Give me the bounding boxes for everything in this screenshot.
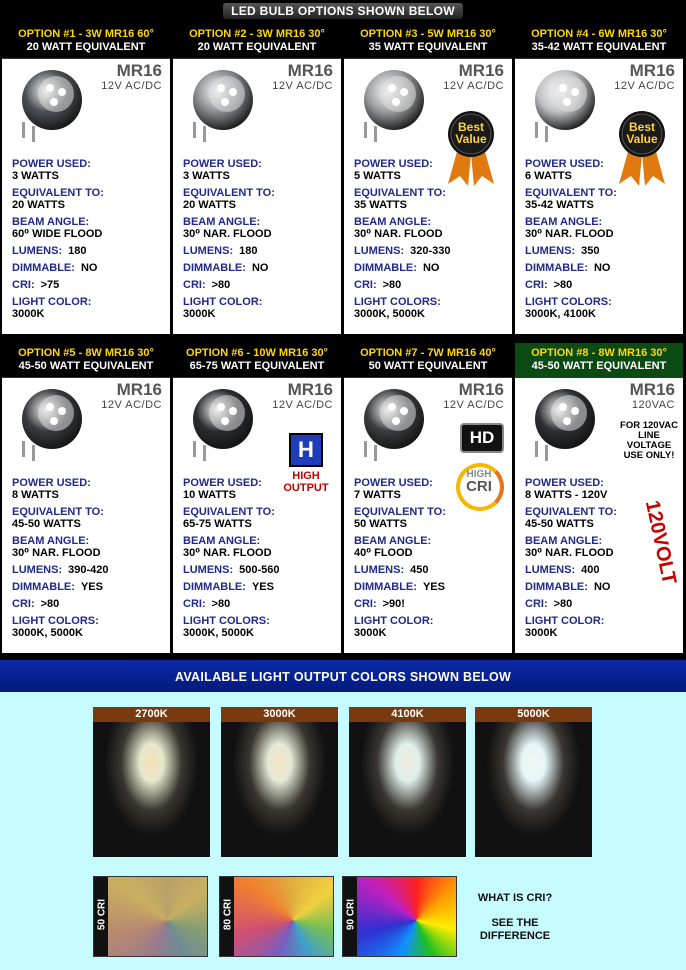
cri-label: CRI: bbox=[525, 279, 548, 291]
option-header bbox=[2, 24, 170, 59]
dimmable-value: YES bbox=[80, 581, 103, 593]
power-label: POWER USED: bbox=[12, 158, 91, 170]
cri-value: >80 bbox=[40, 598, 60, 610]
bulb-type bbox=[443, 62, 504, 92]
bulb-type bbox=[614, 62, 675, 92]
option-header bbox=[2, 343, 170, 378]
cri-explainer[interactable] bbox=[470, 892, 560, 943]
equivalent-value: 20 WATTS bbox=[183, 199, 236, 211]
beam-label: BEAM ANGLE: bbox=[183, 535, 261, 547]
cri-label: CRI: bbox=[525, 598, 548, 610]
cri-sample-label: 50 CRI bbox=[96, 898, 108, 931]
option-title: OPTION #6 - 10W MR16 30° bbox=[186, 347, 328, 359]
power-value: 5 WATTS bbox=[354, 170, 401, 182]
cri-sample[interactable] bbox=[219, 876, 334, 957]
high-cri-line2: CRI bbox=[466, 478, 492, 495]
high-cri-line1: HIGH bbox=[466, 469, 492, 480]
lumens-value: 400 bbox=[581, 564, 600, 576]
power-label: POWER USED: bbox=[183, 477, 262, 489]
light-color-label: LIGHT COLOR: bbox=[12, 296, 92, 308]
light-color-label: LIGHT COLORS: bbox=[525, 296, 612, 308]
colors-title: AVAILABLE LIGHT OUTPUT COLORS SHOWN BELOW bbox=[174, 670, 512, 684]
beam-value: 40⁰ FLOOD bbox=[354, 547, 413, 559]
badge-text: Best Value bbox=[626, 120, 658, 146]
lumens-label: LUMENS: bbox=[354, 564, 405, 576]
bulb-type bbox=[101, 381, 162, 411]
cri-value: >80 bbox=[211, 598, 231, 610]
options-grid bbox=[0, 22, 686, 660]
option-card[interactable] bbox=[173, 343, 341, 653]
beam-value: 60⁰ WIDE FLOOD bbox=[12, 228, 103, 240]
dimmable-label: DIMMABLE: bbox=[12, 262, 75, 274]
power-value: 6 WATTS bbox=[525, 170, 572, 182]
high-cri-badge bbox=[456, 463, 502, 507]
option-card[interactable] bbox=[515, 24, 683, 334]
lumens-value: 180 bbox=[68, 245, 87, 257]
equivalent-value: 50 WATTS bbox=[354, 518, 407, 530]
option-equivalent-heading: 50 WATT EQUIVALENT bbox=[368, 360, 488, 372]
bulb-image bbox=[8, 64, 88, 146]
mr16-label: MR16 bbox=[287, 380, 333, 399]
cri-answer: SEE THE DIFFERENCE bbox=[479, 917, 551, 942]
equivalent-value: 35 WATTS bbox=[354, 199, 407, 211]
lumens-value: 390-420 bbox=[68, 564, 109, 576]
option-card[interactable] bbox=[344, 343, 512, 653]
equivalent-label: EQUIVALENT TO: bbox=[354, 187, 446, 199]
spec-list bbox=[12, 477, 162, 644]
line-voltage-note: FOR 120VAC LINE VOLTAGE USE ONLY! bbox=[620, 420, 678, 461]
bulb-image bbox=[350, 383, 430, 465]
beam-value: 30⁰ NAR. FLOOD bbox=[183, 547, 272, 559]
pencils-image bbox=[357, 877, 456, 956]
spec-list bbox=[183, 158, 333, 325]
light-color-value: 3000K bbox=[525, 627, 558, 639]
cri-value: >90! bbox=[382, 598, 405, 610]
option-title: OPTION #8 - 8W MR16 30° bbox=[531, 347, 667, 359]
color-swatch[interactable] bbox=[93, 707, 210, 857]
color-swatch[interactable] bbox=[349, 707, 466, 857]
option-header bbox=[515, 24, 683, 59]
beam-value: 30⁰ NAR. FLOOD bbox=[183, 228, 272, 240]
lumens-value: 350 bbox=[581, 245, 600, 257]
cri-value: >80 bbox=[553, 598, 573, 610]
lumens-value: 500-560 bbox=[239, 564, 280, 576]
spec-list bbox=[183, 477, 333, 644]
cri-value: >80 bbox=[211, 279, 231, 291]
power-label: POWER USED: bbox=[354, 477, 433, 489]
lumens-value: 450 bbox=[410, 564, 429, 576]
cri-sample-label: 80 CRI bbox=[222, 898, 234, 931]
mr16-label: MR16 bbox=[629, 61, 675, 80]
pencils-image bbox=[234, 877, 333, 956]
light-color-label: LIGHT COLOR: bbox=[354, 615, 434, 627]
bulb-type bbox=[101, 62, 162, 92]
light-color-value: 3000K bbox=[183, 308, 216, 320]
option-equivalent-heading: 45-50 WATT EQUIVALENT bbox=[18, 360, 154, 372]
option-title: OPTION #5 - 8W MR16 30° bbox=[18, 347, 154, 359]
voltage-label: 12V AC/DC bbox=[614, 80, 675, 92]
light-color-label: LIGHT COLORS: bbox=[12, 615, 99, 627]
swatch-glow bbox=[475, 722, 592, 857]
equivalent-label: EQUIVALENT TO: bbox=[354, 506, 446, 518]
beam-label: BEAM ANGLE: bbox=[525, 535, 603, 547]
option-card[interactable] bbox=[2, 343, 170, 653]
cri-label: CRI: bbox=[183, 279, 206, 291]
light-color-value: 3000K bbox=[354, 627, 387, 639]
best-value-badge bbox=[615, 108, 669, 188]
mr16-label: MR16 bbox=[116, 380, 162, 399]
bulb-image bbox=[521, 383, 601, 465]
dimmable-value: NO bbox=[80, 262, 98, 274]
cri-sample-side bbox=[343, 877, 357, 956]
bulb-type bbox=[443, 381, 504, 411]
option-header bbox=[173, 343, 341, 378]
option-header bbox=[173, 24, 341, 59]
option-title: OPTION #1 - 3W MR16 60° bbox=[18, 28, 154, 40]
voltage-stamp: 120VOLT bbox=[640, 498, 681, 587]
dimmable-value: YES bbox=[422, 581, 445, 593]
high-output-line1: HIGH bbox=[292, 470, 320, 482]
beam-label: BEAM ANGLE: bbox=[354, 216, 432, 228]
equivalent-value: 65-75 WATTS bbox=[183, 518, 252, 530]
equivalent-label: EQUIVALENT TO: bbox=[525, 187, 617, 199]
page-title: LED BULB OPTIONS SHOWN BELOW bbox=[223, 3, 463, 19]
equivalent-label: EQUIVALENT TO: bbox=[183, 506, 275, 518]
beam-value: 30⁰ NAR. FLOOD bbox=[354, 228, 443, 240]
voltage-label: 12V AC/DC bbox=[272, 399, 333, 411]
voltage-label: 12V AC/DC bbox=[443, 399, 504, 411]
dimmable-label: DIMMABLE: bbox=[12, 581, 75, 593]
beam-value: 30⁰ NAR. FLOOD bbox=[12, 547, 101, 559]
equivalent-label: EQUIVALENT TO: bbox=[183, 187, 275, 199]
equivalent-label: EQUIVALENT TO: bbox=[12, 187, 104, 199]
power-value: 8 WATTS - 120V bbox=[525, 489, 608, 501]
option-card[interactable] bbox=[2, 24, 170, 334]
power-label: POWER USED: bbox=[525, 477, 604, 489]
equivalent-label: EQUIVALENT TO: bbox=[12, 506, 104, 518]
light-color-value: 3000K, 5000K bbox=[12, 627, 83, 639]
cri-value: >75 bbox=[40, 279, 60, 291]
dimmable-label: DIMMABLE: bbox=[354, 262, 417, 274]
bulb-type bbox=[272, 381, 333, 411]
high-output-badge bbox=[281, 433, 331, 499]
light-color-value: 3000K, 4100K bbox=[525, 308, 596, 320]
dimmable-label: DIMMABLE: bbox=[525, 581, 588, 593]
option-card[interactable] bbox=[344, 24, 512, 334]
pencils-image bbox=[108, 877, 207, 956]
equivalent-label: EQUIVALENT TO: bbox=[525, 506, 617, 518]
lumens-label: LUMENS: bbox=[12, 564, 63, 576]
cri-label: CRI: bbox=[354, 598, 377, 610]
bulb-type bbox=[272, 62, 333, 92]
bulb-image bbox=[350, 64, 430, 146]
swatch-label: 2700K bbox=[93, 707, 210, 722]
dimmable-label: DIMMABLE: bbox=[525, 262, 588, 274]
option-title: OPTION #4 - 6W MR16 30° bbox=[531, 28, 667, 40]
beam-value: 30⁰ NAR. FLOOD bbox=[525, 547, 614, 559]
beam-label: BEAM ANGLE: bbox=[525, 216, 603, 228]
power-value: 10 WATTS bbox=[183, 489, 236, 501]
dimmable-value: NO bbox=[593, 581, 611, 593]
power-label: POWER USED: bbox=[183, 158, 262, 170]
lumens-label: LUMENS: bbox=[183, 245, 234, 257]
equivalent-value: 45-50 WATTS bbox=[12, 518, 81, 530]
cri-sample[interactable] bbox=[93, 876, 208, 957]
light-color-label: LIGHT COLORS: bbox=[183, 615, 270, 627]
mr16-label: MR16 bbox=[458, 61, 504, 80]
bulb-image bbox=[179, 383, 259, 465]
mr16-label: MR16 bbox=[287, 61, 333, 80]
colors-band bbox=[0, 660, 686, 692]
light-color-label: LIGHT COLOR: bbox=[183, 296, 263, 308]
option-equivalent-heading: 20 WATT EQUIVALENT bbox=[197, 41, 317, 53]
bulb-image bbox=[521, 64, 601, 146]
equivalent-value: 35-42 WATTS bbox=[525, 199, 594, 211]
beam-value: 30⁰ NAR. FLOOD bbox=[525, 228, 614, 240]
voltage-label: 120VAC bbox=[631, 399, 675, 411]
dimmable-value: NO bbox=[251, 262, 269, 274]
mr16-label: MR16 bbox=[116, 61, 162, 80]
badge-text: Best Value bbox=[455, 120, 487, 146]
option-title: OPTION #3 - 5W MR16 30° bbox=[360, 28, 496, 40]
dimmable-value: YES bbox=[251, 581, 274, 593]
option-equivalent-heading: 45-50 WATT EQUIVALENT bbox=[531, 360, 667, 372]
option-equivalent-heading: 35-42 WATT EQUIVALENT bbox=[531, 41, 667, 53]
voltage-label: 12V AC/DC bbox=[272, 80, 333, 92]
light-color-label: LIGHT COLORS: bbox=[354, 296, 441, 308]
voltage-label: 12V AC/DC bbox=[101, 399, 162, 411]
color-swatch[interactable] bbox=[475, 707, 592, 857]
hd-badge: HD bbox=[460, 423, 504, 453]
equivalent-value: 45-50 WATTS bbox=[525, 518, 594, 530]
option-header bbox=[344, 343, 512, 378]
voltage-label: 12V AC/DC bbox=[443, 80, 504, 92]
power-label: POWER USED: bbox=[354, 158, 433, 170]
cri-label: CRI: bbox=[12, 598, 35, 610]
power-label: POWER USED: bbox=[525, 158, 604, 170]
swatch-label: 4100K bbox=[349, 707, 466, 722]
dimmable-label: DIMMABLE: bbox=[183, 581, 246, 593]
cri-sample-side bbox=[220, 877, 234, 956]
dimmable-label: DIMMABLE: bbox=[183, 262, 246, 274]
lumens-value: 180 bbox=[239, 245, 258, 257]
option-equivalent-heading: 20 WATT EQUIVALENT bbox=[26, 41, 146, 53]
high-output-line2: OUTPUT bbox=[283, 482, 329, 494]
bulb-image bbox=[8, 383, 88, 465]
bulb-type bbox=[630, 381, 675, 411]
option-card[interactable] bbox=[173, 24, 341, 334]
cri-sample-side bbox=[94, 877, 108, 956]
cri-sample-label: 90 CRI bbox=[345, 898, 357, 931]
cri-value: >80 bbox=[382, 279, 402, 291]
cri-sample[interactable] bbox=[342, 876, 457, 957]
voltage-label: 12V AC/DC bbox=[101, 80, 162, 92]
power-value: 3 WATTS bbox=[12, 170, 59, 182]
page-title-bar bbox=[0, 0, 686, 22]
beam-label: BEAM ANGLE: bbox=[12, 535, 90, 547]
dimmable-label: DIMMABLE: bbox=[354, 581, 417, 593]
option-equivalent-heading: 35 WATT EQUIVALENT bbox=[368, 41, 488, 53]
swatch-glow bbox=[349, 722, 466, 857]
option-title: OPTION #2 - 3W MR16 30° bbox=[189, 28, 325, 40]
power-value: 8 WATTS bbox=[12, 489, 59, 501]
beam-label: BEAM ANGLE: bbox=[183, 216, 261, 228]
cri-value: >80 bbox=[553, 279, 573, 291]
cri-label: CRI: bbox=[354, 279, 377, 291]
dimmable-value: NO bbox=[422, 262, 440, 274]
mr16-label: MR16 bbox=[458, 380, 504, 399]
option-card[interactable] bbox=[515, 343, 683, 653]
swatch-glow bbox=[93, 722, 210, 857]
option-header bbox=[344, 24, 512, 59]
swatch-label: 3000K bbox=[221, 707, 338, 722]
best-value-badge bbox=[444, 108, 498, 188]
power-value: 7 WATTS bbox=[354, 489, 401, 501]
dimmable-value: NO bbox=[593, 262, 611, 274]
mr16-label: MR16 bbox=[629, 380, 675, 399]
option-header bbox=[515, 343, 683, 378]
power-label: POWER USED: bbox=[12, 477, 91, 489]
light-color-label: LIGHT COLOR: bbox=[525, 615, 605, 627]
option-equivalent-heading: 65-75 WATT EQUIVALENT bbox=[189, 360, 325, 372]
beam-label: BEAM ANGLE: bbox=[12, 216, 90, 228]
lumens-label: LUMENS: bbox=[525, 245, 576, 257]
bulb-image bbox=[179, 64, 259, 146]
beam-label: BEAM ANGLE: bbox=[354, 535, 432, 547]
color-swatch[interactable] bbox=[221, 707, 338, 857]
power-value: 3 WATTS bbox=[183, 170, 230, 182]
light-color-value: 3000K, 5000K bbox=[354, 308, 425, 320]
light-color-value: 3000K bbox=[12, 308, 45, 320]
lumens-value: 320-330 bbox=[410, 245, 451, 257]
spec-list bbox=[12, 158, 162, 325]
lumens-label: LUMENS: bbox=[354, 245, 405, 257]
lumens-label: LUMENS: bbox=[12, 245, 63, 257]
swatch-glow bbox=[221, 722, 338, 857]
cri-label: CRI: bbox=[12, 279, 35, 291]
light-color-value: 3000K, 5000K bbox=[183, 627, 254, 639]
swatch-label: 5000K bbox=[475, 707, 592, 722]
equivalent-value: 20 WATTS bbox=[12, 199, 65, 211]
h-logo-icon: H bbox=[289, 433, 323, 467]
cri-question: WHAT IS CRI? bbox=[477, 892, 553, 904]
lumens-label: LUMENS: bbox=[525, 564, 576, 576]
color-swatches-section bbox=[0, 692, 686, 970]
cri-label: CRI: bbox=[183, 598, 206, 610]
lumens-label: LUMENS: bbox=[183, 564, 234, 576]
option-title: OPTION #7 - 7W MR16 40° bbox=[360, 347, 496, 359]
